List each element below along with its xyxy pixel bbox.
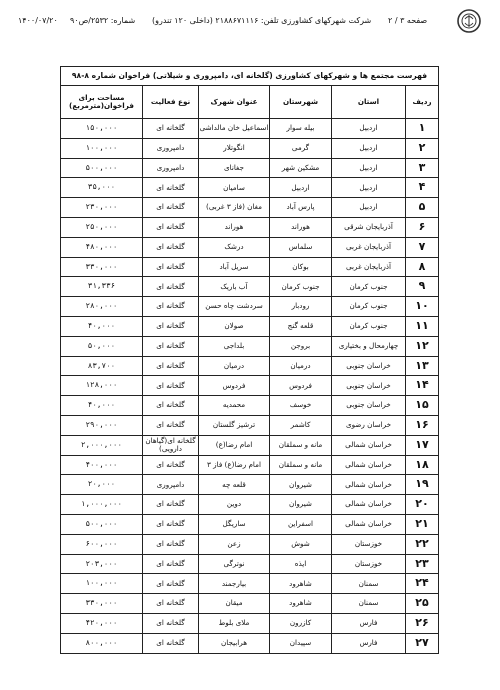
town-cell: سریل آباد (199, 257, 270, 277)
row-number-cell: ۱۵ (406, 396, 439, 416)
table-row (61, 633, 439, 653)
row-number-cell: ۲۰ (406, 495, 439, 515)
table-row (61, 277, 439, 297)
province-cell: خراسان جنوبی (332, 396, 406, 416)
town-cell: امام رضا(ع) فاز ۳ (199, 455, 270, 475)
province-cell: خراسان رضوی (332, 415, 406, 435)
area-cell: ۵۰۰,۰۰۰ (61, 514, 143, 534)
towns-table-container (60, 66, 438, 654)
area-cell: ۴۰۰,۰۰۰ (61, 455, 143, 475)
activity-cell: گلخانه ای (143, 217, 199, 237)
table-row (61, 594, 439, 614)
column-header-row-no: ردیف (406, 86, 439, 119)
row-number-cell: ۱۳ (406, 356, 439, 376)
area-cell: ۱۰۰,۰۰۰ (61, 574, 143, 594)
area-cell: ۶۰۰,۰۰۰ (61, 534, 143, 554)
province-cell: خراسان جنوبی (332, 376, 406, 396)
province-cell: فارس (332, 633, 406, 653)
town-cell: بیارجمند (199, 574, 270, 594)
town-cell: انگوتلار (199, 138, 270, 158)
activity-cell: گلخانه ای (143, 633, 199, 653)
town-cell: ساریگل (199, 514, 270, 534)
row-number-cell: ۲۲ (406, 534, 439, 554)
province-cell: خراسان جنوبی (332, 356, 406, 376)
activity-cell: گلخانه ای (143, 554, 199, 574)
city-cell: شیروان (270, 495, 332, 515)
table-row (61, 138, 439, 158)
province-cell: خوزستان (332, 534, 406, 554)
town-cell: آب باریک (199, 277, 270, 297)
city-cell: بروجن (270, 336, 332, 356)
city-cell: شوش (270, 534, 332, 554)
area-cell: ۳۵,۰۰۰ (61, 178, 143, 198)
area-cell: ۱۵۰,۰۰۰ (61, 119, 143, 139)
province-cell: اردبیل (332, 178, 406, 198)
row-number-cell: ۶ (406, 217, 439, 237)
page-info: صفحه ۳ / ۲ (388, 16, 428, 25)
table-row (61, 455, 439, 475)
town-cell: درمیان (199, 356, 270, 376)
area-cell: ۵۰,۰۰۰ (61, 336, 143, 356)
activity-cell: گلخانه ای (143, 316, 199, 336)
row-number-cell: ۱۱ (406, 316, 439, 336)
row-number-cell: ۲ (406, 138, 439, 158)
table-row (61, 435, 439, 455)
province-cell: اردبیل (332, 119, 406, 139)
table-row (61, 534, 439, 554)
city-cell: پارس آباد (270, 198, 332, 218)
city-cell: بوکان (270, 257, 332, 277)
activity-cell: دامپروری (143, 475, 199, 495)
province-cell: خراسان شمالی (332, 475, 406, 495)
area-cell: ۱۰۰,۰۰۰ (61, 138, 143, 158)
area-cell: ۲۰,۰۰۰ (61, 475, 143, 495)
town-cell: سامیان (199, 178, 270, 198)
province-cell: خراسان شمالی (332, 495, 406, 515)
activity-cell: گلخانه ای(گیاهان دارویی) (143, 435, 199, 455)
province-cell: سمنان (332, 594, 406, 614)
activity-cell: گلخانه ای (143, 119, 199, 139)
town-cell: اسماعیل خان مالداشی (199, 119, 270, 139)
letter-number: شماره: ۲۵۳۲/ص۹۰ (70, 16, 136, 25)
row-number-cell: ۳ (406, 158, 439, 178)
row-number-cell: ۲۷ (406, 633, 439, 653)
table-row (61, 297, 439, 317)
column-header-town: عنوان شهرک (199, 86, 270, 119)
table-row (61, 376, 439, 396)
area-cell: ۳۳۰,۰۰۰ (61, 257, 143, 277)
row-number-cell: ۷ (406, 237, 439, 257)
row-number-cell: ۱۹ (406, 475, 439, 495)
table-row (61, 217, 439, 237)
area-cell: ۲۳۰,۰۰۰ (61, 198, 143, 218)
area-cell: ۸۳,۷۰۰ (61, 356, 143, 376)
letter-date: ۱۴۰۰/۰۷/۲۰ (18, 16, 58, 25)
area-cell: ۱۲۸,۰۰۰ (61, 376, 143, 396)
area-cell: ۳۳۰,۰۰۰ (61, 594, 143, 614)
row-number-cell: ۱ (406, 119, 439, 139)
row-number-cell: ۱۸ (406, 455, 439, 475)
city-cell: شیروان (270, 475, 332, 495)
area-cell: ۲۰۳,۰۰۰ (61, 554, 143, 574)
table-row (61, 514, 439, 534)
page-header (0, 6, 500, 38)
town-cell: ملای بلوط (199, 613, 270, 633)
table-row (61, 495, 439, 515)
province-cell: خراسان شمالی (332, 514, 406, 534)
activity-cell: گلخانه ای (143, 198, 199, 218)
activity-cell: گلخانه ای (143, 257, 199, 277)
activity-cell: دامپروری (143, 158, 199, 178)
activity-cell: گلخانه ای (143, 574, 199, 594)
area-cell: ۵۰۰,۰۰۰ (61, 158, 143, 178)
city-cell: قلعه گنج (270, 316, 332, 336)
table-row (61, 178, 439, 198)
city-cell: رودبار (270, 297, 332, 317)
province-cell: اردبیل (332, 138, 406, 158)
province-cell: جنوب کرمان (332, 316, 406, 336)
row-number-cell: ۱۰ (406, 297, 439, 317)
town-cell: محمدیه (199, 396, 270, 416)
city-cell: سلماس (270, 237, 332, 257)
table-body (61, 119, 439, 654)
row-number-cell: ۲۴ (406, 574, 439, 594)
activity-cell: گلخانه ای (143, 277, 199, 297)
town-cell: جغانای (199, 158, 270, 178)
area-cell: ۴۸۰,۰۰۰ (61, 237, 143, 257)
city-cell: شاهرود (270, 574, 332, 594)
row-number-cell: ۹ (406, 277, 439, 297)
province-cell: آذربایجان غربی (332, 237, 406, 257)
table-row (61, 119, 439, 139)
row-number-cell: ۲۶ (406, 613, 439, 633)
town-cell: میقان (199, 594, 270, 614)
activity-cell: دامپروری (143, 138, 199, 158)
province-cell: جنوب کرمان (332, 277, 406, 297)
activity-cell: گلخانه ای (143, 297, 199, 317)
table-row (61, 574, 439, 594)
province-cell: چهارمحال و بختیاری (332, 336, 406, 356)
table-row (61, 198, 439, 218)
town-cell: نوترگی (199, 554, 270, 574)
activity-cell: گلخانه ای (143, 613, 199, 633)
activity-cell: گلخانه ای (143, 178, 199, 198)
row-number-cell: ۱۲ (406, 336, 439, 356)
table-row (61, 396, 439, 416)
row-number-cell: ۲۳ (406, 554, 439, 574)
area-cell: ۴۰,۰۰۰ (61, 316, 143, 336)
city-cell: جنوب کرمان (270, 277, 332, 297)
activity-cell: گلخانه ای (143, 534, 199, 554)
column-header-province: استان (332, 86, 406, 119)
table-row (61, 356, 439, 376)
row-number-cell: ۱۴ (406, 376, 439, 396)
city-cell: مشکین شهر (270, 158, 332, 178)
town-cell: صولان (199, 316, 270, 336)
province-cell: اردبیل (332, 158, 406, 178)
city-cell: درمیان (270, 356, 332, 376)
row-number-cell: ۴ (406, 178, 439, 198)
row-number-cell: ۵ (406, 198, 439, 218)
city-cell: کازرون (270, 613, 332, 633)
activity-cell: گلخانه ای (143, 376, 199, 396)
column-header-area: مساحت برای فراخوان(مترمربع) (61, 86, 143, 119)
area-cell: ۴۰,۰۰۰ (61, 396, 143, 416)
activity-cell: گلخانه ای (143, 415, 199, 435)
city-cell: هوراند (270, 217, 332, 237)
city-cell: اسفراین (270, 514, 332, 534)
city-cell: ایذه (270, 554, 332, 574)
table-title: فهرست مجتمع ها و شهرکهای کشاورزی (گلخانه ای، دامپروری و شیلاتی) فراخوان شماره ۸-۹۸ (61, 67, 439, 86)
company-info: شرکت شهرکهای کشاورزی تلفن: ۲۱۸۸۶۷۱۱۱۶ (داخلی ۱۲۰ تندرو) (152, 16, 372, 25)
town-cell: زعن (199, 534, 270, 554)
table-row (61, 158, 439, 178)
province-cell: اردبیل (332, 198, 406, 218)
area-cell: ۸۰۰,۰۰۰ (61, 633, 143, 653)
activity-cell: گلخانه ای (143, 356, 199, 376)
table-row (61, 613, 439, 633)
town-cell: دوین (199, 495, 270, 515)
town-cell: ترشیز گلستان (199, 415, 270, 435)
row-number-cell: ۲۵ (406, 594, 439, 614)
table-row (61, 336, 439, 356)
area-cell: ۲۹۰,۰۰۰ (61, 415, 143, 435)
row-number-cell: ۲۱ (406, 514, 439, 534)
activity-cell: گلخانه ای (143, 495, 199, 515)
city-cell: گرمی (270, 138, 332, 158)
city-cell: اردبیل (270, 178, 332, 198)
table-row (61, 237, 439, 257)
table-row (61, 475, 439, 495)
province-cell: جنوب کرمان (332, 297, 406, 317)
province-cell: سمنان (332, 574, 406, 594)
town-cell: فردوس (199, 376, 270, 396)
area-cell: ۱,۰۰۰,۰۰۰ (61, 495, 143, 515)
town-cell: سردشت چاه حسن (199, 297, 270, 317)
activity-cell: گلخانه ای (143, 336, 199, 356)
activity-cell: گلخانه ای (143, 455, 199, 475)
province-cell: فارس (332, 613, 406, 633)
province-cell: خراسان شمالی (332, 435, 406, 455)
province-cell: خراسان شمالی (332, 455, 406, 475)
city-cell: سپیدان (270, 633, 332, 653)
town-cell: هوراند (199, 217, 270, 237)
area-cell: ۲۵۰,۰۰۰ (61, 217, 143, 237)
row-number-cell: ۱۶ (406, 415, 439, 435)
city-cell: فردوس (270, 376, 332, 396)
area-cell: ۲۸۰,۰۰۰ (61, 297, 143, 317)
town-cell: هرابیجان (199, 633, 270, 653)
table-row (61, 554, 439, 574)
town-cell: امام رضا(ع) (199, 435, 270, 455)
column-header-city: شهرستان (270, 86, 332, 119)
table-row (61, 257, 439, 277)
table-row (61, 415, 439, 435)
province-cell: آذربایجان غربی (332, 257, 406, 277)
town-cell: بلداجی (199, 336, 270, 356)
city-cell: شاهرود (270, 594, 332, 614)
activity-cell: گلخانه ای (143, 594, 199, 614)
area-cell: ۲,۰۰۰,۰۰۰ (61, 435, 143, 455)
activity-cell: گلخانه ای (143, 237, 199, 257)
towns-table (60, 66, 439, 654)
city-cell: بیله سوار (270, 119, 332, 139)
activity-cell: گلخانه ای (143, 396, 199, 416)
city-cell: مانه و سملقان (270, 455, 332, 475)
table-row (61, 316, 439, 336)
organization-logo-icon (456, 8, 482, 34)
row-number-cell: ۱۷ (406, 435, 439, 455)
row-number-cell: ۸ (406, 257, 439, 277)
table-header-row (61, 86, 439, 119)
area-cell: ۳۱,۳۳۶ (61, 277, 143, 297)
activity-cell: گلخانه ای (143, 514, 199, 534)
city-cell: مانه و سملقان (270, 435, 332, 455)
city-cell: خوسف (270, 396, 332, 416)
province-cell: خوزستان (332, 554, 406, 574)
city-cell: کاشمر (270, 415, 332, 435)
town-cell: درشک (199, 237, 270, 257)
town-cell: مغان (فاز ۳ غربی) (199, 198, 270, 218)
area-cell: ۴۲۰,۰۰۰ (61, 613, 143, 633)
province-cell: آذربایجان شرقی (332, 217, 406, 237)
column-header-activity: نوع فعالیت (143, 86, 199, 119)
town-cell: قلعه چه (199, 475, 270, 495)
